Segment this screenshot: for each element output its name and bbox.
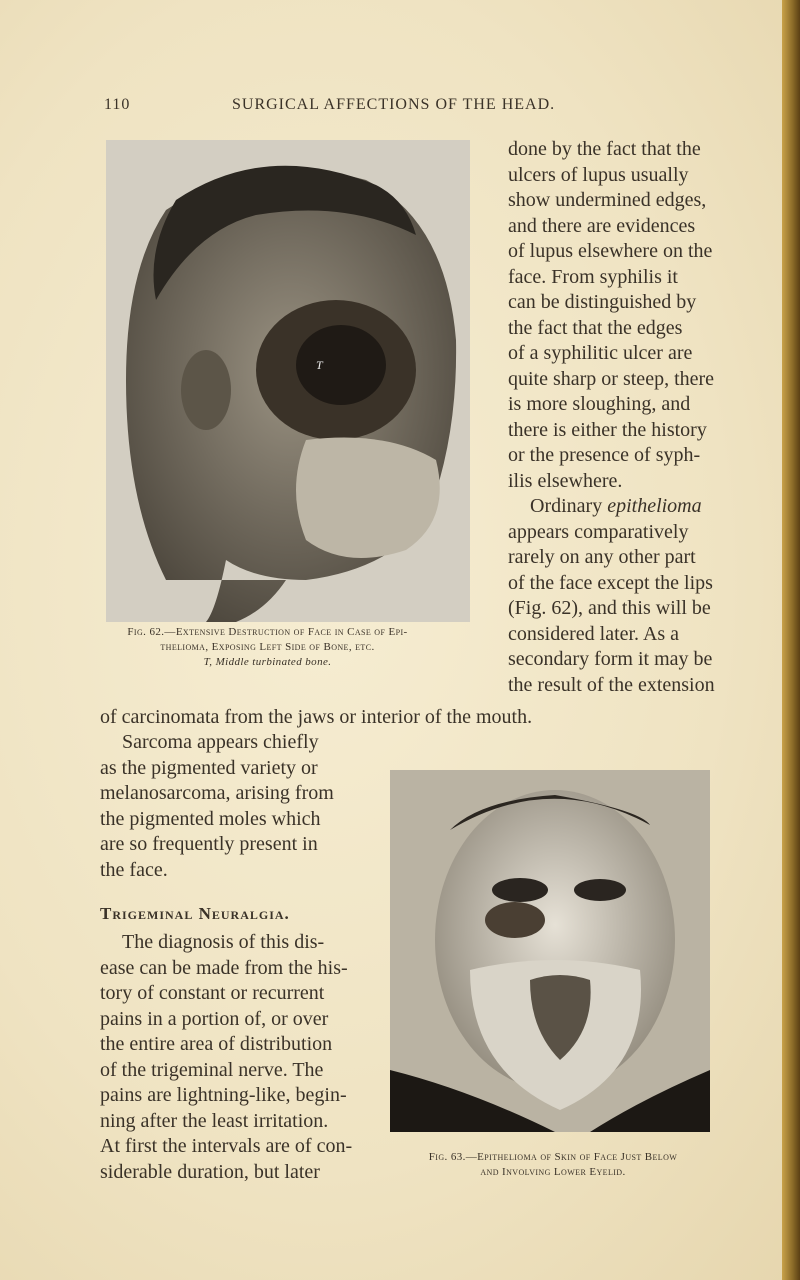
- sarcoma-paragraph: [100, 730, 380, 883]
- section-heading: Trigeminal Neuralgia.: [100, 904, 290, 923]
- text-fragment: Ordinary: [530, 495, 608, 517]
- right-column-text: [508, 137, 756, 698]
- text-line: the result of the extension: [508, 673, 715, 696]
- text-line: ning after the least irritation.: [100, 1109, 329, 1132]
- text-line: of the face except the lips: [508, 571, 713, 594]
- epithelioma-term: epithelioma: [607, 495, 702, 517]
- text-line: the fact that the edges: [508, 316, 683, 339]
- text-line: (Fig. 62), and this will be: [508, 597, 711, 619]
- text-line: there is either the history: [508, 418, 707, 441]
- figure-63-caption-line2: and Involving Lower Eyelid.: [480, 1166, 626, 1178]
- text-line: the pigmented moles which: [100, 807, 321, 830]
- full-width-line: of carcinomata from the jaws or interior of the mouth.: [100, 706, 533, 728]
- text-line: rarely on any other part: [508, 546, 696, 568]
- text-line: quite sharp or steep, there: [508, 367, 715, 390]
- running-header: [104, 96, 714, 122]
- text-line: as the pigmented variety or: [100, 756, 318, 779]
- figure-63-photo: [390, 770, 710, 1132]
- book-edge: [782, 0, 800, 1280]
- page-number: 110: [104, 96, 131, 113]
- text-line: the entire area of distribution: [100, 1033, 333, 1055]
- text-line: show undermined edges,: [508, 189, 707, 211]
- text-line: is more sloughing, and: [508, 393, 691, 415]
- text-line: can be distinguished by: [508, 291, 697, 313]
- figure-63-caption-line1: Fig. 63.—Epithelioma of Skin of Face Just Below: [428, 1151, 678, 1163]
- running-title: SURGICAL AFFECTIONS OF THE HEAD.: [232, 96, 556, 113]
- figure-62-photo: [106, 140, 470, 622]
- figure-63-caption: [388, 1150, 718, 1180]
- neuralgia-paragraph: [100, 930, 380, 1185]
- figure-62-caption-line1: Fig. 62.—Extensive Destruction of Face in Case of Epi-: [127, 626, 408, 638]
- text-line: face. From syphilis it: [508, 265, 678, 288]
- text-line: ulcers of lupus usually: [508, 163, 689, 186]
- text-line: secondary form it may be: [508, 648, 713, 670]
- text-line: or the presence of syph-: [508, 444, 701, 466]
- text-line: Sarcoma appears chiefly: [122, 731, 319, 753]
- figure-62-caption-line2: thelioma, Exposing Left Side of Bone, etc.: [160, 641, 375, 653]
- text-line: appears comparatively: [508, 520, 689, 543]
- figure-62-caption: [60, 625, 475, 670]
- text-line: ilis elsewhere.: [508, 469, 623, 492]
- text-line: [508, 494, 756, 520]
- text-line: of lupus elsewhere on the: [508, 240, 713, 262]
- text-line: pains are lightning-like, begin-: [100, 1084, 347, 1106]
- text-line: done by the fact that the: [508, 138, 701, 160]
- middle-turbinated-label: T: [316, 358, 323, 372]
- figure-62-subcaption: T, Middle turbinated bone.: [203, 656, 332, 668]
- text-line: At first the intervals are of con-: [100, 1135, 353, 1157]
- text-line: pains in a portion of, or over: [100, 1007, 329, 1030]
- text-line: are so frequently present in: [100, 833, 318, 855]
- text-line: tory of constant or recurrent: [100, 982, 325, 1004]
- text-line: of the trigeminal nerve. The: [100, 1058, 324, 1081]
- text-line: siderable duration, but later: [100, 1160, 320, 1183]
- text-line: melanosarcoma, arising from: [100, 782, 334, 804]
- text-line: of a syphilitic ulcer are: [508, 342, 693, 364]
- text-line: the face.: [100, 858, 168, 881]
- text-line: and there are evidences: [508, 214, 696, 237]
- text-line: ease can be made from the his-: [100, 956, 348, 979]
- text-line: considered later. As a: [508, 622, 680, 645]
- text-line: The diagnosis of this dis-: [122, 931, 325, 953]
